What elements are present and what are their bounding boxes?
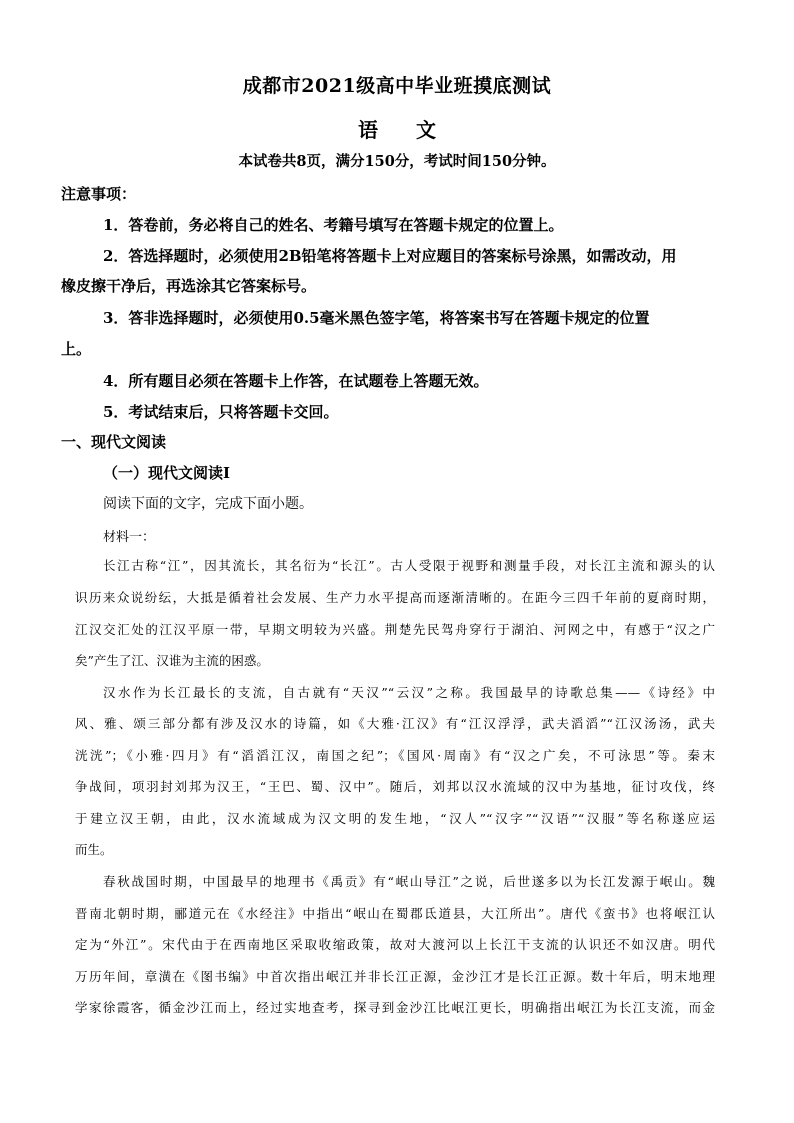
material-label: 材料一： xyxy=(103,530,156,545)
subject-title: 语文 xyxy=(358,118,474,142)
passage-line: 万历年间，章潢在《图书编》中首次指出岷江并非长江正源，金沙江才是长江正源。数十年后，明末地理 xyxy=(75,969,715,984)
exam-title: 成都市2021级高中毕业班摸底测试 xyxy=(242,75,552,97)
notice-line: 1．答卷前，务必将自己的姓名、考籍号填写在答题卡规定的位置上。 xyxy=(103,216,564,234)
notice-line: 4．所有题目必须在答题卡上作答，在试题卷上答题无效。 xyxy=(103,372,489,390)
passage-line: 矣”产生了江、汉谁为主流的困惑。 xyxy=(75,653,269,668)
section-heading: 一、现代文阅读 xyxy=(61,433,167,451)
passage-line: 争战间，项羽封刘邦为汉王，“王巴、蜀、汉中”。随后，刘邦以汉水流域的汉中为基地，征讨攻伐，终 xyxy=(75,779,715,794)
passage-line: 风、雅、颂三部分都有涉及汉水的诗篇，如《大雅·江汉》有“江汉浮浮，武夫滔滔”“江汉汤汤，武夫 xyxy=(75,716,715,731)
notice-line: 橡皮擦干净后，再选涂其它答案标号。 xyxy=(61,277,317,295)
notice-heading: 注意事项： xyxy=(61,185,137,203)
exam-info: 本试卷共8页，满分150分，考试时间150分钟。 xyxy=(238,153,556,170)
passage-line: 学家徐霞客，循金沙江而上，经过实地查考，探寻到金沙江比岷江更长，明确指出岷江为长江支流，而金 xyxy=(75,1000,715,1015)
reading-instruction: 阅读下面的文字，完成下面小题。 xyxy=(103,496,313,512)
passage-line: 而生。 xyxy=(75,842,113,857)
passage-line: 长江古称“江”，因其流长，其名衍为“长江”。古人受限于视野和测量手段，对长江主流和源头的认 xyxy=(103,558,715,573)
notice-line: 5．考试结束后，只将答题卡交回。 xyxy=(103,403,339,421)
section-subheading: （一）现代文阅读Ⅰ xyxy=(103,464,231,482)
notice-line: 2．答选择题时，必须使用2B铅笔将答题卡上对应题目的答案标号涂黑，如需改动，用 xyxy=(103,247,677,265)
notice-line: 3．答非选择题时，必须使用0.5毫米黑色签字笔，将答案书写在答题卡规定的位置 xyxy=(103,309,650,327)
passage-line: 汉水作为长江最长的支流，自古就有“天汉”“云汉”之称。我国最早的诗歌总集——《诗经》中 xyxy=(103,685,715,700)
passage-line: 晋南北朝时期，郦道元在《水经注》中指出“岷山在蜀郡氐道县，大江所出”。唐代《蛮书》也将岷江认 xyxy=(75,906,715,921)
passage-line: 于建立汉王朝，由此，汉水流域成为汉文明的发生地，“汉人”“汉字”“汉语”“汉服”等名称遂应运 xyxy=(75,811,715,826)
passage-line: 江汉交汇处的江汉平原一带，早期文明较为兴盛。荆楚先民驾舟穿行于湖泊、河网之中，有感于“汉之广 xyxy=(75,622,715,637)
passage-line: 定为“外江”。宋代由于在西南地区采取收缩政策，故对大渡河以上长江干支流的认识还不如汉唐。明代 xyxy=(75,937,715,952)
notice-line: 上。 xyxy=(61,340,92,358)
passage-line: 洸洸”；《小雅·四月》有“滔滔江汉，南国之纪”；《国风·周南》有“汉之广矣，不可泳思”等。秦末 xyxy=(75,748,715,763)
passage-line: 春秋战国时期，中国最早的地理书《禹贡》有“岷山导江”之说，后世遂多以为长江发源于岷山。魏 xyxy=(103,874,715,889)
passage-line: 识历来众说纷纭，大抵是循着社会发展、生产力水平提高而逐渐清晰的。在距今三四千年前的夏商时期， xyxy=(75,590,715,605)
